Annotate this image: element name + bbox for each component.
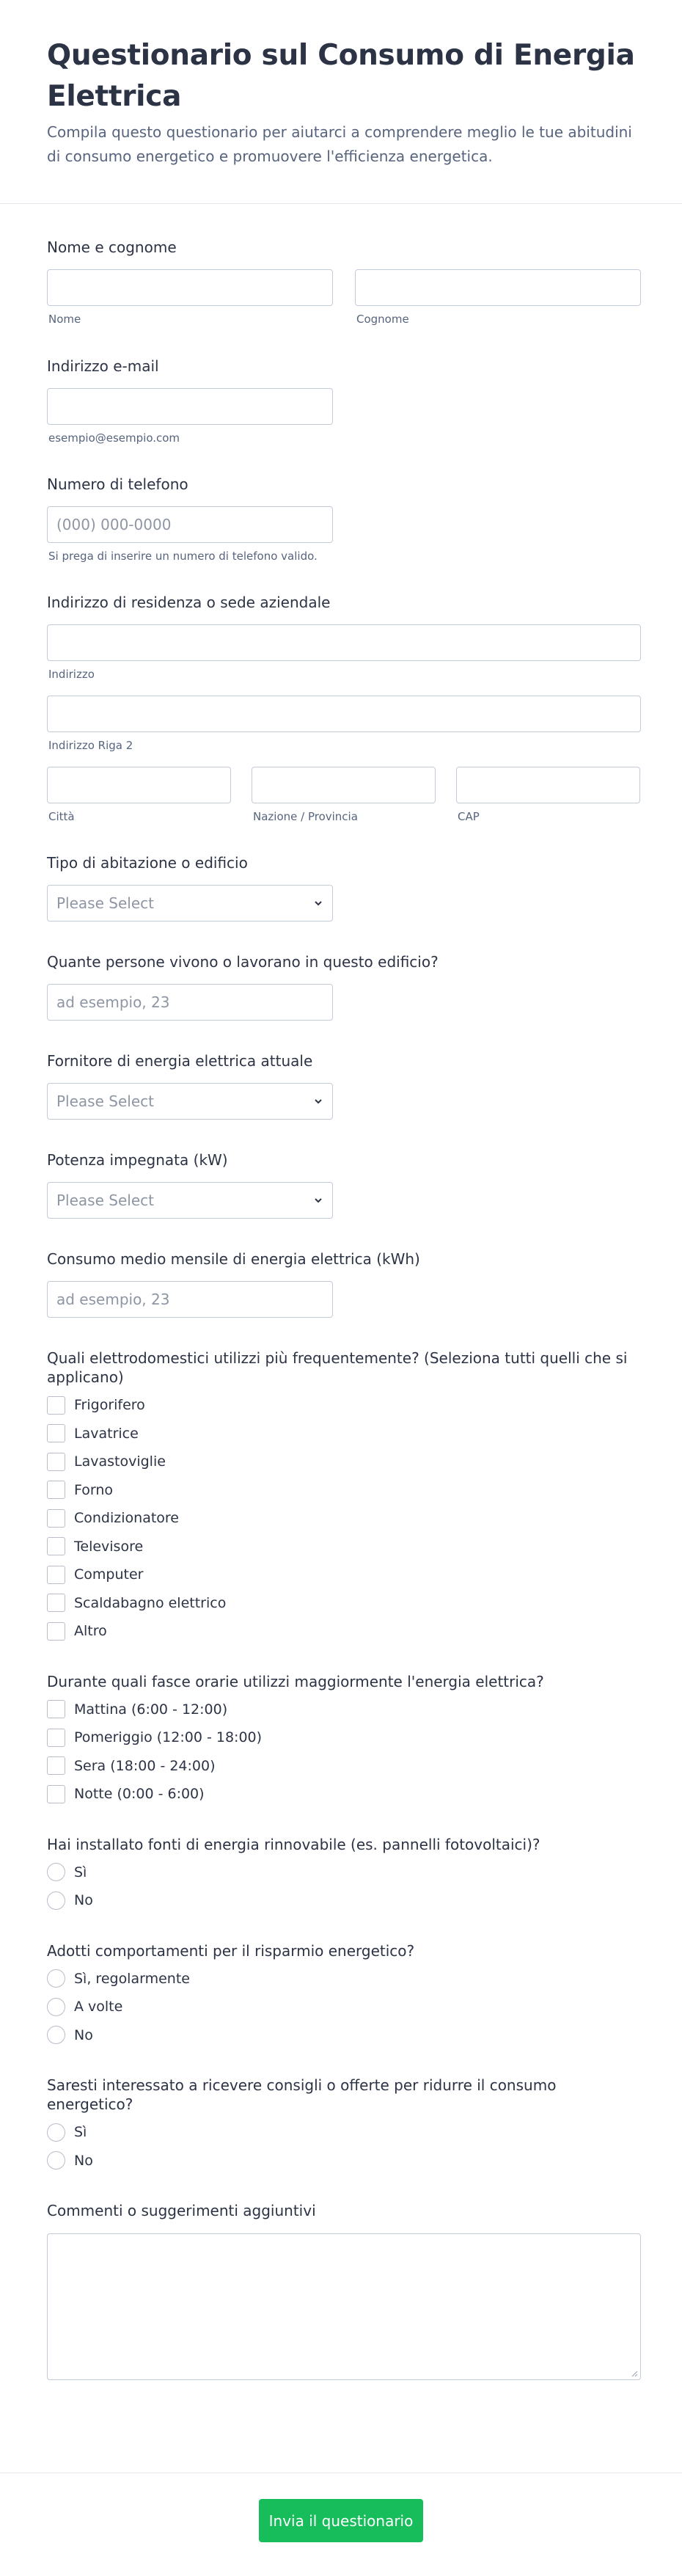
timeslots-label: Durante quali fasce orarie utilizzi maggiormente l'energia elettrica? <box>47 1672 544 1690</box>
option-label: Lavatrice <box>74 1425 139 1442</box>
power-placeholder: Please Select <box>56 1192 154 1209</box>
option-label: No <box>74 2026 93 2043</box>
people-label: Quante persone vivono o lavorano in questo edificio? <box>47 953 439 971</box>
name-question <box>47 238 642 326</box>
option-label: Altro <box>74 1623 107 1640</box>
checkbox[interactable] <box>47 1537 65 1555</box>
power-question <box>47 1150 642 1219</box>
last-name-input[interactable] <box>355 269 641 306</box>
city-sublabel: Città <box>48 810 75 823</box>
checkbox-option[interactable] <box>47 1752 642 1781</box>
phone-input[interactable] <box>47 506 333 543</box>
resize-grip-icon[interactable] <box>631 2370 638 2377</box>
option-label: A volte <box>74 1999 123 2015</box>
option-label: Sì, regolarmente <box>74 1970 190 1987</box>
advice-label: Saresti interessato a ricevere consigli o offerte per ridurre il consumo energetico? <box>47 2076 557 2113</box>
radio-option[interactable] <box>47 1886 642 1915</box>
checkbox[interactable] <box>47 1785 65 1803</box>
building-type-placeholder: Please Select <box>56 894 154 912</box>
comments-textarea[interactable] <box>47 2233 641 2380</box>
radio-button[interactable] <box>47 1998 65 2016</box>
radio-option[interactable] <box>47 1965 642 1993</box>
checkbox-option[interactable] <box>47 1723 642 1752</box>
saving-label: Adotti comportamenti per il risparmio energetico? <box>47 1941 415 1960</box>
timeslots-question <box>47 1672 642 1809</box>
checkbox[interactable] <box>47 1756 65 1775</box>
saving-question <box>47 1941 642 2050</box>
checkbox-option[interactable] <box>47 1391 642 1420</box>
checkbox[interactable] <box>47 1424 65 1442</box>
checkbox[interactable] <box>47 1700 65 1718</box>
option-label: Forno <box>74 1481 114 1498</box>
checkbox[interactable] <box>47 1622 65 1641</box>
email-input[interactable] <box>47 388 333 425</box>
radio-option[interactable] <box>47 2118 642 2147</box>
building-type-question <box>47 853 642 922</box>
checkbox-option[interactable] <box>47 1420 642 1448</box>
building-type-label: Tipo di abitazione o edificio <box>47 854 248 872</box>
page-title: Questionario sul Consumo di Energia Elettrica <box>47 39 635 113</box>
radio-option[interactable] <box>47 2021 642 2050</box>
checkbox-option[interactable] <box>47 1476 642 1505</box>
option-label: No <box>74 1892 93 1909</box>
checkbox-option[interactable] <box>47 1504 642 1533</box>
option-label: Pomeriggio (12:00 - 18:00) <box>74 1729 263 1746</box>
chevron-down-icon <box>313 898 323 908</box>
form-footer <box>0 2473 682 2576</box>
email-label: Indirizzo e-mail <box>47 357 159 375</box>
email-question <box>47 357 642 445</box>
city-input[interactable] <box>47 767 231 803</box>
chevron-down-icon <box>313 1096 323 1106</box>
state-sublabel: Nazione / Provincia <box>253 810 358 823</box>
option-label: Lavastoviglie <box>74 1453 166 1470</box>
address-question <box>47 593 642 824</box>
chevron-down-icon <box>313 1195 323 1205</box>
checkbox[interactable] <box>47 1509 65 1528</box>
option-label: Sì <box>74 1864 87 1880</box>
checkbox-option[interactable] <box>47 1696 642 1724</box>
comments-label: Commenti o suggerimenti aggiuntivi <box>47 2202 316 2219</box>
option-label: Frigorifero <box>74 1397 145 1414</box>
checkbox[interactable] <box>47 1396 65 1415</box>
people-input[interactable] <box>47 984 333 1021</box>
comments-question <box>47 2201 642 2380</box>
advice-question <box>47 2076 642 2175</box>
checkbox[interactable] <box>47 1729 65 1747</box>
radio-option[interactable] <box>47 2147 642 2175</box>
consumption-label: Consumo medio mensile di energia elettrica (kWh) <box>47 1250 420 1268</box>
checkbox-option[interactable] <box>47 1561 642 1589</box>
option-label: Condizionatore <box>74 1510 179 1527</box>
option-label: Sì <box>74 2124 87 2141</box>
appliances-question <box>47 1349 642 1646</box>
zip-sublabel: CAP <box>458 810 480 823</box>
power-select[interactable] <box>47 1182 333 1219</box>
radio-option[interactable] <box>47 1993 642 2021</box>
radio-button[interactable] <box>47 2026 65 2044</box>
option-label: Computer <box>74 1566 144 1583</box>
checkbox[interactable] <box>47 1453 65 1471</box>
renewable-question <box>47 1835 642 1915</box>
radio-option[interactable] <box>47 1858 642 1887</box>
email-sublabel: esempio@esempio.com <box>48 431 180 445</box>
form-body <box>0 238 682 2380</box>
zip-input[interactable] <box>456 767 640 803</box>
supplier-placeholder: Please Select <box>56 1092 154 1110</box>
consumption-question <box>47 1249 642 1318</box>
people-question <box>47 952 642 1021</box>
checkbox-option[interactable] <box>47 1780 642 1809</box>
address-line1-sublabel: Indirizzo <box>48 668 95 681</box>
address-label: Indirizzo di residenza o sede aziendale <box>47 594 331 611</box>
checkbox-option[interactable] <box>47 1533 642 1561</box>
radio-button[interactable] <box>47 1969 65 1988</box>
address-line1-input[interactable] <box>47 624 641 661</box>
phone-sublabel: Si prega di inserire un numero di telefono valido. <box>48 550 318 563</box>
checkbox[interactable] <box>47 1566 65 1584</box>
option-label: Scaldabagno elettrico <box>74 1594 227 1611</box>
supplier-select[interactable] <box>47 1083 333 1120</box>
consumption-placeholder: ad esempio, 23 <box>56 1291 170 1308</box>
consumption-input[interactable] <box>47 1281 333 1318</box>
checkbox-option[interactable] <box>47 1617 642 1646</box>
checkbox-option[interactable] <box>47 1448 642 1476</box>
checkbox-option[interactable] <box>47 1589 642 1618</box>
address-line2-sublabel: Indirizzo Riga 2 <box>48 739 133 752</box>
supplier-question <box>47 1051 642 1120</box>
address-line2-input[interactable] <box>47 696 641 732</box>
people-placeholder: ad esempio, 23 <box>56 993 170 1011</box>
state-input[interactable] <box>252 767 436 803</box>
radio-button[interactable] <box>47 1863 65 1881</box>
page-description: Compila questo questionario per aiutarci a comprendere meglio le tue abitudini di consumo energetico e promuovere l'efficienza energetica. <box>47 123 632 165</box>
building-type-select[interactable] <box>47 885 333 922</box>
last-name-sublabel: Cognome <box>356 313 409 326</box>
option-label: No <box>74 2152 93 2169</box>
first-name-sublabel: Nome <box>48 313 81 326</box>
phone-placeholder: (000) 000-0000 <box>56 516 172 533</box>
phone-label: Numero di telefono <box>47 475 188 493</box>
supplier-label: Fornitore di energia elettrica attuale <box>47 1052 313 1070</box>
option-label: Televisore <box>74 1538 144 1555</box>
checkbox[interactable] <box>47 1481 65 1499</box>
radio-button[interactable] <box>47 1891 65 1910</box>
power-label: Potenza impegnata (kW) <box>47 1151 228 1169</box>
checkbox[interactable] <box>47 1594 65 1612</box>
submit-button[interactable]: Invia il questionario <box>259 2499 423 2542</box>
option-label: Mattina (6:00 - 12:00) <box>74 1701 228 1718</box>
radio-button[interactable] <box>47 2151 65 2170</box>
name-label: Nome e cognome <box>47 238 177 256</box>
appliances-label: Quali elettrodomestici utilizzi più frequentemente? (Seleziona tutti quelli che si applicano) <box>47 1349 628 1386</box>
option-label: Notte (0:00 - 6:00) <box>74 1786 205 1803</box>
option-label: Sera (18:00 - 24:00) <box>74 1757 216 1774</box>
form-header <box>0 0 682 204</box>
phone-question <box>47 475 642 563</box>
first-name-input[interactable] <box>47 269 333 306</box>
radio-button[interactable] <box>47 2123 65 2142</box>
renewable-label: Hai installato fonti di energia rinnovabile (es. pannelli fotovoltaici)? <box>47 1835 540 1853</box>
